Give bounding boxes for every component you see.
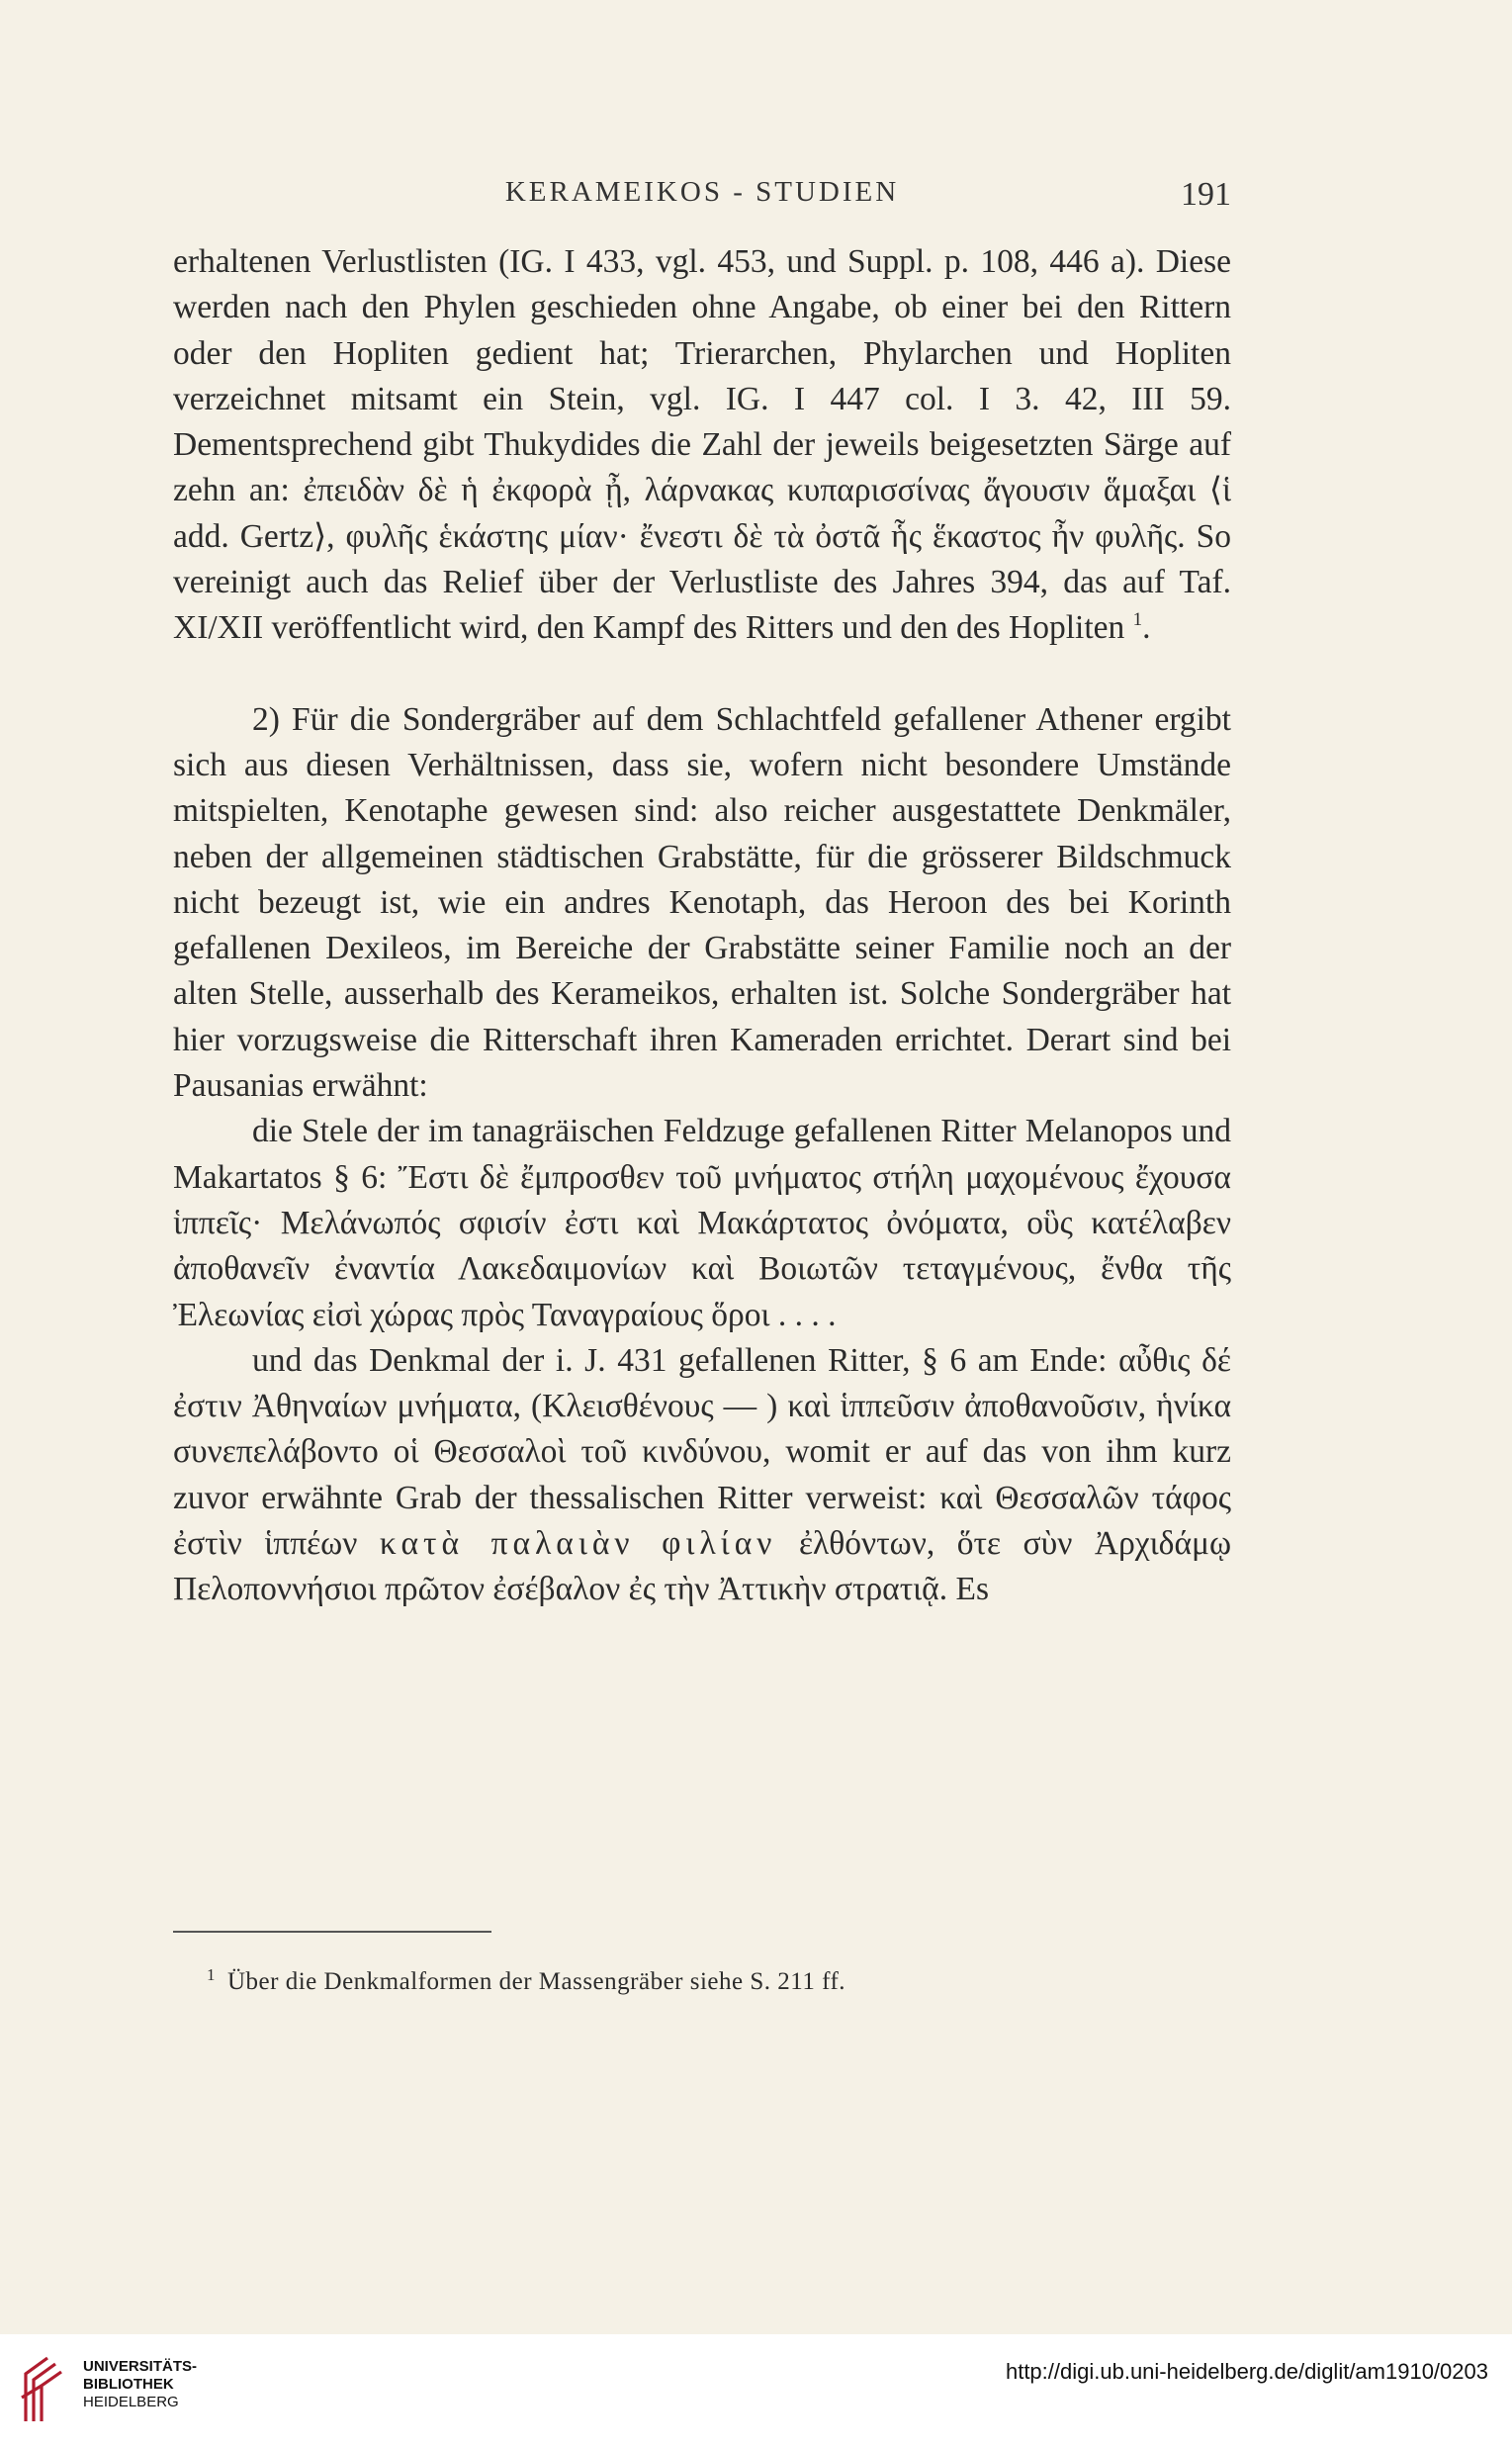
footnote-reference[interactable]: 1: [1132, 609, 1143, 631]
digitization-footer: [0, 2334, 1512, 2449]
paragraph-4-text: und das Denkmal der i. J. 431 gefallenen Ritter, § 6 am Ende: αὖθις δέ ἐστιν Ἀθηναίων μνήματα, (Κλεισθένους — ) καὶ ἱππεῦσιν ἀποθανοῦσιν, ἡνίκα συνεπελάβοντο οἱ Θεσσαλοὶ τοῦ κινδύνου, womit er auf das von ihm kurz zuvor erwähnte Grab der thessalischen Ritter verweist: καὶ Θεσσαλῶν τάφος ἐστὶν ἱππέων: [173, 1341, 1231, 1563]
paragraph-4-end: ἐλθόντων, ὅτε σὺν Ἀρχιδάμῳ Πελοποννήσιοι πρῶτον ἐσέβαλον ἐς τὴν Ἀττικὴν στρατιᾷ. Es: [173, 1525, 1232, 1608]
university-library-logo-icon[interactable]: [18, 2352, 63, 2425]
paragraph-1-end: .: [1142, 609, 1151, 647]
library-name-line-3: HEIDELBERG: [83, 2394, 179, 2410]
library-name-line-1: UNIVERSITÄTS-: [83, 2358, 198, 2375]
paragraph-1: [173, 239, 1231, 652]
footnote-text: Über die Denkmalformen der Massengräber siehe S. 211 ff.: [227, 1968, 846, 1995]
spaced-greek-phrase: κατὰ παλαιὰν φιλίαν: [379, 1525, 777, 1563]
paragraph-4: [173, 1338, 1231, 1613]
page-number: 191: [1181, 176, 1231, 213]
running-title: KERAMEIKOS - STUDIEN: [504, 176, 900, 208]
paragraph-2: 2) Für die Sondergräber auf dem Schlachtfeld gefallener Athener ergibt sich aus diesen Verhältnissen, dass sie, wofern nicht besondere Umstände mitspielten, Kenotaphe gewesen sind: also reicher ausgestattete Denkmäler, neben der allgemeinen städtischen Grabstätte, für die grösserer Bildschmuck nicht bezeugt ist, wie ein andres Kenotaph, das Heroon des bei Korinth gefallenen Dexileos, im Bereiche der Grabstätte seiner Familie noch an der alten Stelle, ausserhalb des Kerameikos, erhalten ist. Solche Sondergräber hat hier vorzugsweise die Ritterschaft ihren Kameraden errichtet. Derart sind bei Pausanias erwähnt:: [173, 700, 1231, 1105]
footnote: [173, 1958, 1231, 1999]
paragraph-3: die Stele der im tanagräischen Feldzuge gefallenen Ritter Melanopos und Makartatos § 6: Ἔστι δὲ ἔμπροσθεν τοῦ μνήματος στήλη μαχομένους ἔχουσα ἱππεῖς· Μελάνωπός σφισίν ἐστι καὶ Μακάρτατος ὀνόματα, οὓς κατέλαβεν ἀποθανεῖν ἐναντία Λακεδαιμονίων καὶ Βοιωτῶν τεταγμένους, ἔνθα τῆς Ἐλεωνίας εἰσὶ χώρας πρὸς Ταναγραίους ὅροι . . . .: [173, 1113, 1231, 1333]
body-text: [173, 239, 1231, 1613]
page-header: [173, 176, 1231, 220]
footnote-mark: 1: [207, 1965, 216, 1984]
permalink-url[interactable]: http://digi.ub.uni-heidelberg.de/diglit/am1910/0203: [1005, 2359, 1488, 2384]
library-name: [83, 2358, 197, 2411]
library-name-line-2: BIBLIOTHEK: [83, 2376, 174, 2393]
footnote-divider: [173, 1931, 491, 1933]
paragraph-1-text: erhaltenen Verlustlisten (IG. I 433, vgl. 453, und Suppl. p. 108, 446 a). Diese werden nach den Phylen geschieden ohne Angabe, ob einer bei den Rittern oder den Hopliten gedient hat; Trierarchen, Phylarchen und Hopliten verzeichnet mitsamt ein Stein, vgl. IG. I 447 col. I 3. 42, III 59. Dementsprechend gibt Thukydides die Zahl der jeweils beigesetzten Särge auf zehn an: ἐπειδὰν δὲ ἡ ἐκφορὰ ᾖ, λάρνακας κυπαρισσίνας ἄγουσιν ἅμαξαι ⟨ἱ add. Gertz⟩, φυλῆς ἑκάστης μίαν· ἔνεστι δὲ τὰ ὀστᾶ ἧς ἕκαστος ἦν φυλῆς. So vereinigt auch das Relief über der Verlustliste des Jahres 394, das auf Taf. XI/XII veröffentlicht wird, den Kampf des Ritters und den des Hopliten: [173, 243, 1231, 647]
